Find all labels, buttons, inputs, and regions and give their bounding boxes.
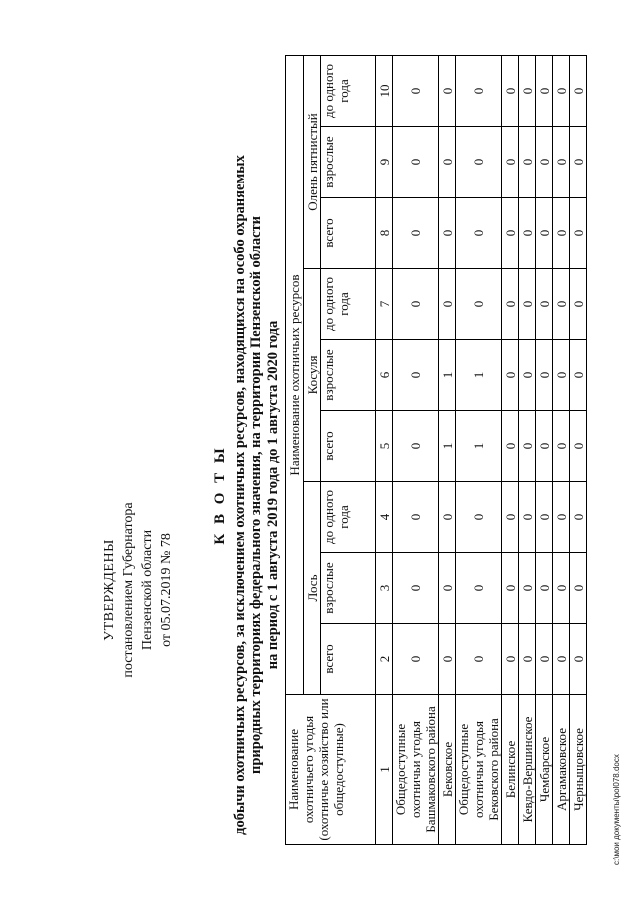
file-path-footer: c:\мои документы\pol078.docx xyxy=(612,754,621,865)
subheader-young: до одного года xyxy=(321,482,376,553)
quota-value: 0 xyxy=(456,198,502,269)
approval-block xyxy=(100,470,176,710)
quota-value: 1 xyxy=(439,411,456,482)
quota-value: 0 xyxy=(570,624,587,695)
quota-value: 0 xyxy=(456,56,502,127)
quota-value: 0 xyxy=(456,269,502,340)
column-number: 6 xyxy=(376,340,393,411)
table-row xyxy=(536,56,553,845)
title-line: на период с 1 августа 2019 года до 1 августа 2020 года xyxy=(264,320,281,670)
title-line: добычи охотничьих ресурсов, за исключением охотничьих ресурсов, находящихся на особо охраняемых xyxy=(231,155,248,835)
quota-value: 0 xyxy=(393,411,439,482)
quota-value: 0 xyxy=(553,553,570,624)
quota-value: 0 xyxy=(439,482,456,553)
subheader-adult: взрослые xyxy=(321,340,376,411)
quota-value: 0 xyxy=(439,553,456,624)
quota-table xyxy=(285,55,587,845)
quota-value: 0 xyxy=(502,411,519,482)
quota-value: 0 xyxy=(393,269,439,340)
quota-value: 0 xyxy=(519,198,536,269)
subheader-adult: взрослые xyxy=(321,553,376,624)
quota-value: 0 xyxy=(553,269,570,340)
quota-value: 0 xyxy=(553,340,570,411)
table-row xyxy=(439,56,456,845)
quota-value: 0 xyxy=(536,340,553,411)
quota-value: 0 xyxy=(570,198,587,269)
quota-value: 0 xyxy=(553,198,570,269)
table-row xyxy=(393,56,439,845)
column-number: 9 xyxy=(376,127,393,198)
quota-value: 0 xyxy=(570,127,587,198)
header-species-elk: Лось xyxy=(304,482,321,695)
column-number: 3 xyxy=(376,553,393,624)
quota-value: 0 xyxy=(553,482,570,553)
hunting-ground-name: Белинское xyxy=(502,695,519,845)
header-hunting-ground: Наименование охотничьего угодья (охотничье хозяйство или общедоступные) xyxy=(286,695,376,845)
approval-line: постановлением Губернатора xyxy=(121,502,136,678)
quota-value: 0 xyxy=(519,269,536,340)
header-species-roe-deer: Косуля xyxy=(304,269,321,482)
hunting-ground-name: Общедоступные охотничьи угодья Бековского района xyxy=(456,695,502,845)
quota-value: 0 xyxy=(439,624,456,695)
quota-value: 0 xyxy=(502,56,519,127)
quota-value: 0 xyxy=(456,127,502,198)
subheader-young: до одного года xyxy=(321,56,376,127)
quota-value: 0 xyxy=(502,624,519,695)
column-number: 2 xyxy=(376,624,393,695)
quota-value: 0 xyxy=(502,269,519,340)
quota-value: 0 xyxy=(519,624,536,695)
column-number: 4 xyxy=(376,482,393,553)
table-row xyxy=(456,56,502,845)
quota-value: 0 xyxy=(393,127,439,198)
quota-value: 0 xyxy=(502,127,519,198)
quota-value: 0 xyxy=(393,340,439,411)
table-row xyxy=(502,56,519,845)
table-row xyxy=(570,56,587,845)
quota-value: 0 xyxy=(519,340,536,411)
quota-value: 0 xyxy=(570,340,587,411)
quota-value: 0 xyxy=(393,56,439,127)
quota-value: 0 xyxy=(536,198,553,269)
quota-value: 0 xyxy=(439,269,456,340)
quota-value: 0 xyxy=(536,624,553,695)
quota-value: 0 xyxy=(519,127,536,198)
quota-value: 0 xyxy=(536,269,553,340)
subheader-adult: взрослые xyxy=(321,127,376,198)
quota-value: 0 xyxy=(553,624,570,695)
column-number: 5 xyxy=(376,411,393,482)
column-number-row xyxy=(376,56,393,845)
quota-value: 0 xyxy=(536,553,553,624)
quota-value: 0 xyxy=(536,411,553,482)
hunting-ground-name: Аргамаковское xyxy=(553,695,570,845)
quota-value: 0 xyxy=(393,624,439,695)
quota-value: 0 xyxy=(553,411,570,482)
table-row xyxy=(553,56,570,845)
hunting-ground-name: Бековское xyxy=(439,695,456,845)
quota-value: 0 xyxy=(519,553,536,624)
quota-value: 0 xyxy=(456,553,502,624)
subheader-total: всего xyxy=(321,624,376,695)
quota-value: 0 xyxy=(570,553,587,624)
title-heading: К В О Т Ы xyxy=(212,445,228,545)
hunting-ground-name: Кевдо-Вершинское xyxy=(519,695,536,845)
subheader-total: всего xyxy=(321,198,376,269)
subheader-young: до одного года xyxy=(321,269,376,340)
hunting-ground-name: Чембарское xyxy=(536,695,553,845)
table-row xyxy=(519,56,536,845)
quota-value: 0 xyxy=(553,56,570,127)
hunting-ground-name: Черныщовское xyxy=(570,695,587,845)
quota-value: 1 xyxy=(456,411,502,482)
title-line: природных территориях федерального значения, на территории Пензенской области xyxy=(248,216,264,774)
quota-value: 0 xyxy=(570,56,587,127)
header-species-sika-deer: Олень пятнистый xyxy=(304,56,321,269)
quota-value: 0 xyxy=(439,56,456,127)
quota-value: 0 xyxy=(570,269,587,340)
quota-value: 0 xyxy=(456,624,502,695)
document-title xyxy=(212,145,281,845)
column-number: 7 xyxy=(376,269,393,340)
quota-value: 0 xyxy=(536,482,553,553)
quota-value: 0 xyxy=(536,56,553,127)
quota-value: 0 xyxy=(502,553,519,624)
column-number: 10 xyxy=(376,56,393,127)
quota-value: 0 xyxy=(553,127,570,198)
quota-value: 0 xyxy=(456,482,502,553)
quota-value: 0 xyxy=(393,482,439,553)
column-number: 1 xyxy=(376,695,393,845)
quota-value: 1 xyxy=(439,340,456,411)
quota-value: 0 xyxy=(439,127,456,198)
column-number: 8 xyxy=(376,198,393,269)
approval-line: Пензенской области xyxy=(140,529,155,651)
quota-value: 0 xyxy=(393,553,439,624)
quota-value: 0 xyxy=(502,482,519,553)
quota-value: 0 xyxy=(439,198,456,269)
quota-value: 0 xyxy=(502,340,519,411)
quota-value: 0 xyxy=(502,198,519,269)
hunting-ground-name: Общедоступные охотничьи угодья Башмаковского района xyxy=(393,695,439,845)
quota-value: 0 xyxy=(519,411,536,482)
quota-value: 0 xyxy=(570,411,587,482)
header-resources: Наименование охотничьих ресурсов xyxy=(286,56,304,695)
quota-value: 0 xyxy=(519,482,536,553)
quota-value: 0 xyxy=(536,127,553,198)
quota-value: 0 xyxy=(570,482,587,553)
quota-value: 0 xyxy=(393,198,439,269)
subheader-total: всего xyxy=(321,411,376,482)
quota-value: 1 xyxy=(456,340,502,411)
approval-line: от 05.07.2019 № 78 xyxy=(159,533,174,647)
quota-value: 0 xyxy=(519,56,536,127)
approval-line: УТВЕРЖДЕНЫ xyxy=(102,539,117,641)
